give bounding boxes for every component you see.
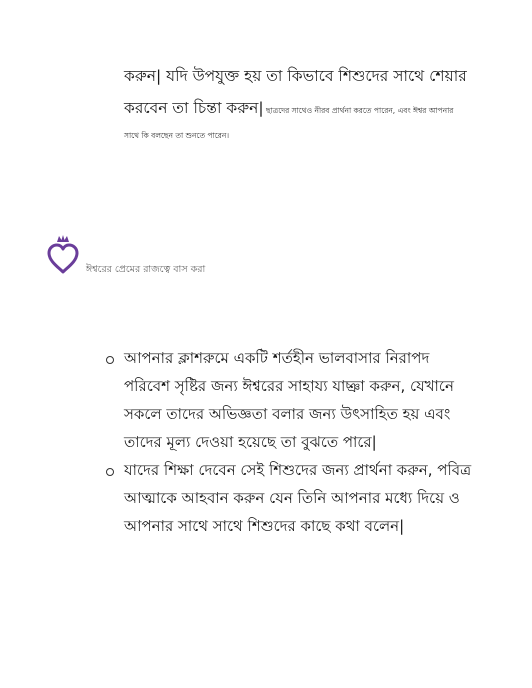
paragraph-small-line: সাথে কি বলছেন তা শুনতে পারেন। [124, 131, 230, 140]
list-item-line: পরিবেশ সৃষ্টির জন্য ঈশ্বরের সাহায্য যাচ্ঞা করুন, যেখানে [124, 377, 454, 395]
crowned-heart-icon [46, 234, 80, 278]
paragraph-line [124, 92, 504, 127]
list-item-line: আপনার ক্লাশরুমে একটি শর্তহীন ভালবাসার নিরাপদ [124, 349, 430, 367]
list-item-line: আত্মাকে আহবান করুন যেন তিনি আপনার মধ্যে দিয়ে ও [124, 489, 460, 507]
top-paragraph [124, 60, 504, 143]
circle-bullet-icon [106, 356, 114, 364]
circle-bullet-icon [106, 468, 114, 476]
bullet-list [104, 344, 514, 540]
paragraph-small-text: ছাত্রদের সাথেও নীরব প্রার্থনা করতে পারেন, এবং ঈশ্বর আপনার [263, 106, 454, 115]
section-heading [46, 234, 346, 284]
list-item [104, 344, 514, 456]
section-title: ঈশ্বরের প্রেমের রাজত্বে বাস করা [86, 264, 206, 275]
list-item-line: যাদের শিক্ষা দেবেন সেই শিশুদের জন্য প্রার্থনা করুন, পবিত্র [124, 461, 472, 479]
paragraph-text: করবেন তা চিন্তা করুন| [124, 99, 264, 117]
list-item-line: তাদের মূল্য দেওয়া হয়েছে তা বুঝতে পারে| [124, 433, 377, 451]
list-item-line: আপনার সাথে সাথে শিশুদের কাছে কথা বলেন| [124, 517, 405, 535]
paragraph-line: করুন| যদি উপযুক্ত হয় তা কিভাবে শিশুদের সাথে শেয়ার [124, 67, 467, 85]
list-item [104, 456, 514, 540]
list-item-line: সকলে তাদের অভিজ্ঞতা বলার জন্য উৎসাহিত হয় এবং [124, 405, 451, 423]
